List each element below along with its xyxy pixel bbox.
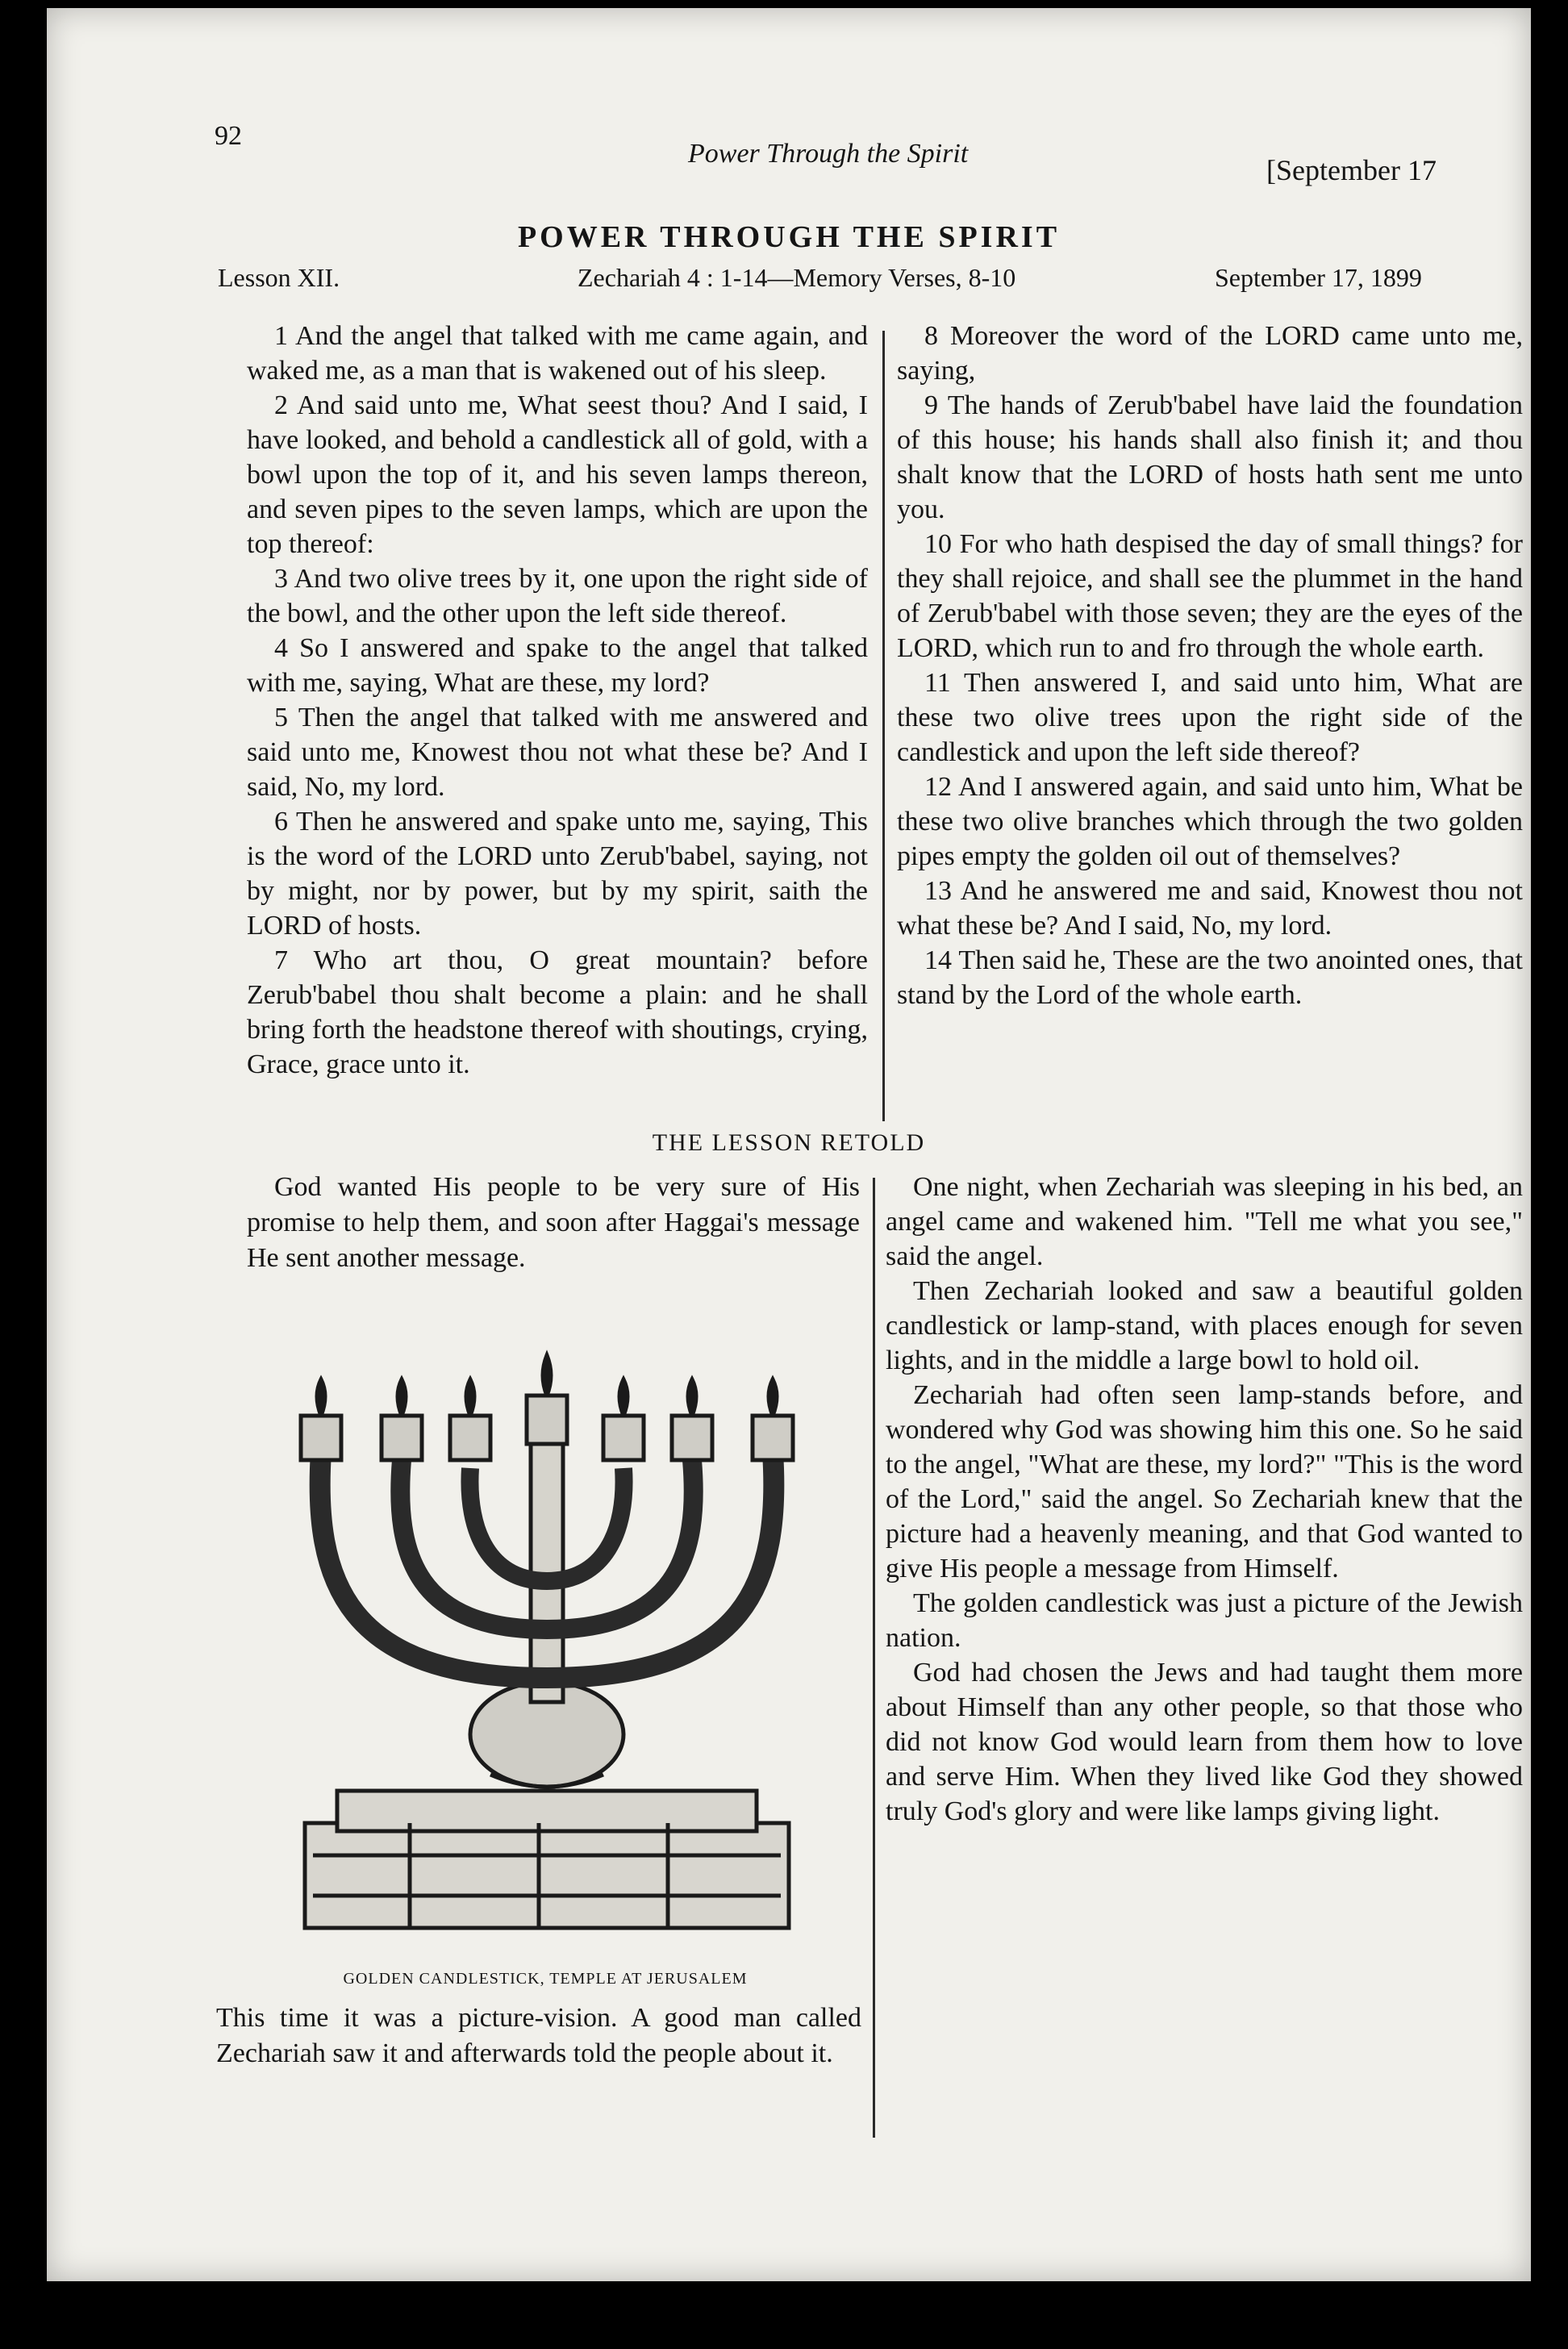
verse: 2 And said unto me, What seest thou? And I said, I have looked, and behold a candlestick all of gold, with a bowl upon the top of it, and his seven lamps thereon, and seven pipes to the seven lamps, which are upon the top thereof:	[247, 390, 868, 559]
retold-right-column	[886, 1170, 1523, 1829]
running-date: [September 17	[1266, 154, 1437, 186]
paragraph: Zechariah had often seen lamp-stands before, and wondered why God was showing him this one. So he said to the angel, "What are these, my lord?" "This is the word of the Lord," said the angel. So Zechariah knew that the picture had a heavenly meaning, and that God wanted to give His people a message from Himself.	[886, 1380, 1523, 1583]
verse: 6 Then he answered and spake unto me, saying, This is the word of the LORD unto Zerub'babel, saying, not by might, nor by power, but by my spirit, saith the LORD of hosts.	[247, 807, 868, 941]
verse: 11 Then answered I, and said unto him, What are these two olive trees upon the right side of the candlestick and upon the left side thereof?	[897, 668, 1523, 767]
verse: 8 Moreover the word of the LORD came unto me, saying,	[897, 321, 1523, 386]
verse: 5 Then the angel that talked with me answered and said unto me, Knowest thou not what these be? And I said, No, my lord.	[247, 703, 868, 802]
section-heading: THE LESSON RETOLD	[652, 1129, 926, 1156]
verse: 1 And the angel that talked with me came again, and waked me, as a man that is wakened out of his sleep.	[247, 321, 868, 386]
verse: 4 So I answered and spake to the angel that talked with me, saying, What are these, my lord?	[247, 633, 868, 698]
running-title: Power Through the Spirit	[688, 139, 969, 169]
paragraph: This time it was a picture-vision. A good man called Zechariah saw it and afterwards told the people about it.	[216, 2003, 861, 2068]
paragraph: Then Zechariah looked and saw a beautiful golden candlestick or lamp-stand, with places enough for seven lights, and in the middle a large bowl to hold oil.	[886, 1276, 1523, 1375]
verse: 9 The hands of Zerub'babel have laid the foundation of this house; his hands shall also finish it; and thou shalt know that the LORD of hosts hath sent me unto you.	[897, 390, 1523, 524]
paragraph: God had chosen the Jews and had taught them more about Himself than any other people, so that those who did not know God would learn from them how to love and serve Him. When they lived like God they showed truly God's glory and were like lamps giving light.	[886, 1658, 1523, 1826]
verse: 10 For who hath despised the day of small things? for they shall rejoice, and shall see the plummet in the hand of Zerub'babel with those seven; they are the eyes of the LORD, which run to and fro through the whole earth.	[897, 529, 1523, 663]
verse: 3 And two olive trees by it, one upon the right side of the bowl, and the other upon the left side thereof.	[247, 564, 868, 628]
menorah-illustration	[248, 1339, 845, 1952]
retold-left-bottom	[216, 2001, 861, 2072]
lesson-date: September 17, 1899	[1215, 263, 1422, 292]
illustration-caption: GOLDEN CANDLESTICK, TEMPLE AT JERUSALEM	[343, 1970, 748, 1988]
paragraph: One night, when Zechariah was sleeping in his bed, an angel came and wakened him. "Tell me what you see," said the angel.	[886, 1172, 1523, 1271]
column-rule	[873, 1178, 875, 2138]
verse: 13 And he answered me and said, Knowest thou not what these be? And I said, No, my lord.	[897, 876, 1523, 941]
verse: 12 And I answered again, and said unto him, What be these two olive branches which through the two golden pipes empty the golden oil out of themselves?	[897, 772, 1523, 871]
verse: 7 Who art thou, O great mountain? before Zerub'babel thou shalt become a plain: and he shall bring forth the headstone thereof with shoutings, crying, Grace, grace unto it.	[247, 945, 868, 1079]
retold-left-top	[247, 1170, 860, 1276]
verses-left-column	[247, 319, 868, 1082]
page-title: POWER THROUGH THE SPIRIT	[517, 220, 1061, 254]
page-number: 92	[215, 121, 242, 151]
lesson-number: Lesson XII.	[218, 263, 340, 292]
paragraph: God wanted His people to be very sure of His promise to help them, and soon after Haggai's message He sent another message.	[247, 1172, 860, 1273]
paragraph: The golden candlestick was just a picture of the Jewish nation.	[886, 1588, 1523, 1653]
book-page	[47, 8, 1531, 2281]
column-rule	[882, 331, 885, 1121]
verse: 14 Then said he, These are the two anointed ones, that stand by the Lord of the whole earth.	[897, 945, 1523, 1010]
verses-right-column	[897, 319, 1523, 1012]
lesson-scripture: Zechariah 4 : 1-14—Memory Verses, 8-10	[578, 263, 1016, 292]
